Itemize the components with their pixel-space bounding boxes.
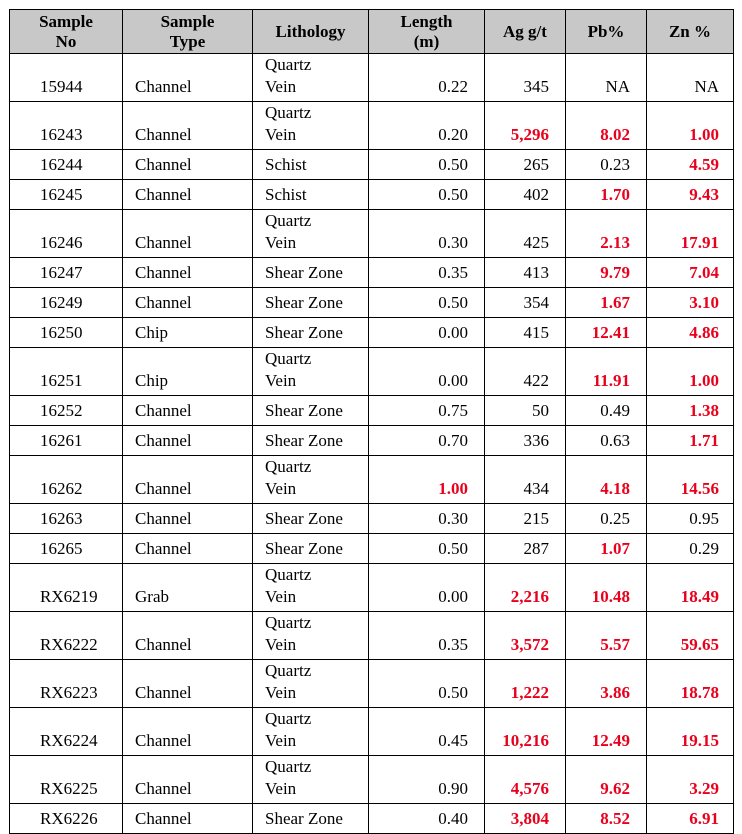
cell-ag: 434 — [485, 456, 566, 504]
cell-sample-type: Channel — [123, 396, 253, 426]
lithology-line: Vein — [265, 233, 297, 252]
cell-lithology — [253, 54, 369, 102]
cell-sample-type: Channel — [123, 804, 253, 834]
cell-sample-type: Channel — [123, 534, 253, 564]
cell-lithology — [253, 210, 369, 258]
cell-zn: 17.91 — [647, 210, 734, 258]
cell-lithology — [253, 612, 369, 660]
cell-zn: 3.29 — [647, 756, 734, 804]
cell-sample-type: Channel — [123, 456, 253, 504]
cell-sample-no: 16246 — [10, 210, 123, 258]
table-row — [10, 348, 734, 396]
cell-sample-no: 16263 — [10, 504, 123, 534]
header-pb: Pb% — [566, 10, 647, 54]
table-row — [10, 660, 734, 708]
cell-sample-type: Grab — [123, 564, 253, 612]
lithology-line: Schist — [265, 155, 307, 174]
cell-length: 0.30 — [369, 210, 485, 258]
cell-lithology — [253, 660, 369, 708]
cell-lithology — [253, 426, 369, 456]
cell-pb: 12.41 — [566, 318, 647, 348]
cell-sample-no: 16265 — [10, 534, 123, 564]
cell-lithology — [253, 348, 369, 396]
header-ag: Ag g/t — [485, 10, 566, 54]
lithology-line: Vein — [265, 635, 297, 654]
table-row — [10, 534, 734, 564]
cell-pb: 1.70 — [566, 180, 647, 210]
cell-pb: 4.18 — [566, 456, 647, 504]
cell-zn: 0.29 — [647, 534, 734, 564]
cell-pb: 8.52 — [566, 804, 647, 834]
cell-ag: 425 — [485, 210, 566, 258]
cell-lithology — [253, 564, 369, 612]
cell-zn: 1.00 — [647, 348, 734, 396]
cell-zn: 1.71 — [647, 426, 734, 456]
cell-sample-type: Channel — [123, 426, 253, 456]
cell-length: 0.45 — [369, 708, 485, 756]
cell-pb: 5.57 — [566, 612, 647, 660]
cell-pb: 12.49 — [566, 708, 647, 756]
cell-length: 1.00 — [369, 456, 485, 504]
cell-length: 0.90 — [369, 756, 485, 804]
cell-zn: 4.59 — [647, 150, 734, 180]
cell-sample-no: RX6223 — [10, 660, 123, 708]
cell-zn: 4.86 — [647, 318, 734, 348]
cell-sample-type: Chip — [123, 348, 253, 396]
cell-length: 0.22 — [369, 54, 485, 102]
lithology-line: Vein — [265, 731, 297, 750]
cell-sample-no: 16262 — [10, 456, 123, 504]
cell-zn: 1.00 — [647, 102, 734, 150]
lithology-line: Shear Zone — [265, 539, 343, 558]
cell-sample-no: 15944 — [10, 54, 123, 102]
cell-length: 0.50 — [369, 288, 485, 318]
table-row — [10, 150, 734, 180]
table-row — [10, 804, 734, 834]
cell-pb: 1.07 — [566, 534, 647, 564]
cell-lithology — [253, 288, 369, 318]
cell-pb: 11.91 — [566, 348, 647, 396]
cell-sample-type: Channel — [123, 180, 253, 210]
table-header-row — [10, 10, 734, 54]
cell-pb: 0.63 — [566, 426, 647, 456]
table-row — [10, 102, 734, 150]
cell-lithology — [253, 102, 369, 150]
cell-length: 0.50 — [369, 150, 485, 180]
cell-ag: 10,216 — [485, 708, 566, 756]
cell-length: 0.75 — [369, 396, 485, 426]
cell-lithology — [253, 180, 369, 210]
cell-zn: 1.38 — [647, 396, 734, 426]
cell-sample-no: 16245 — [10, 180, 123, 210]
cell-lithology — [253, 456, 369, 504]
table-row — [10, 708, 734, 756]
cell-sample-no: 16244 — [10, 150, 123, 180]
cell-length: 0.70 — [369, 426, 485, 456]
lithology-line: Quartz — [265, 211, 312, 230]
cell-ag: 265 — [485, 150, 566, 180]
cell-sample-no: RX6225 — [10, 756, 123, 804]
cell-pb: 3.86 — [566, 660, 647, 708]
cell-sample-no: 16251 — [10, 348, 123, 396]
cell-sample-type: Channel — [123, 102, 253, 150]
cell-length: 0.35 — [369, 258, 485, 288]
cell-sample-type: Channel — [123, 756, 253, 804]
cell-length: 0.30 — [369, 504, 485, 534]
cell-ag: 215 — [485, 504, 566, 534]
cell-ag: 287 — [485, 534, 566, 564]
cell-ag: 3,804 — [485, 804, 566, 834]
cell-lithology — [253, 534, 369, 564]
cell-lithology — [253, 396, 369, 426]
cell-ag: 4,576 — [485, 756, 566, 804]
cell-zn: 14.56 — [647, 456, 734, 504]
cell-zn: 3.10 — [647, 288, 734, 318]
cell-sample-no: RX6224 — [10, 708, 123, 756]
cell-ag: 354 — [485, 288, 566, 318]
cell-sample-type: Channel — [123, 210, 253, 258]
lithology-line: Quartz — [265, 565, 312, 584]
lithology-line: Vein — [265, 77, 297, 96]
header-zn: Zn % — [647, 10, 734, 54]
cell-sample-type: Channel — [123, 612, 253, 660]
table-row — [10, 180, 734, 210]
table-row — [10, 564, 734, 612]
cell-length: 0.20 — [369, 102, 485, 150]
cell-pb: 9.62 — [566, 756, 647, 804]
cell-sample-no: 16249 — [10, 288, 123, 318]
cell-pb: 2.13 — [566, 210, 647, 258]
lithology-line: Shear Zone — [265, 401, 343, 420]
cell-pb: 8.02 — [566, 102, 647, 150]
cell-sample-no: RX6219 — [10, 564, 123, 612]
lithology-line: Quartz — [265, 709, 312, 728]
cell-sample-no: RX6226 — [10, 804, 123, 834]
lithology-line: Vein — [265, 587, 297, 606]
cell-zn: 0.95 — [647, 504, 734, 534]
table-row — [10, 456, 734, 504]
cell-sample-no: 16250 — [10, 318, 123, 348]
table-body — [10, 54, 734, 834]
cell-sample-no: 16243 — [10, 102, 123, 150]
cell-sample-type: Channel — [123, 708, 253, 756]
lithology-line: Quartz — [265, 349, 312, 368]
cell-sample-no: 16247 — [10, 258, 123, 288]
table-row — [10, 258, 734, 288]
cell-ag: 2,216 — [485, 564, 566, 612]
lithology-line: Quartz — [265, 661, 312, 680]
cell-ag: 415 — [485, 318, 566, 348]
cell-length: 0.00 — [369, 318, 485, 348]
cell-ag: 3,572 — [485, 612, 566, 660]
cell-length: 0.50 — [369, 660, 485, 708]
table-row — [10, 318, 734, 348]
cell-pb: 0.49 — [566, 396, 647, 426]
cell-zn: NA — [647, 54, 734, 102]
lithology-line: Vein — [265, 683, 297, 702]
table-row — [10, 756, 734, 804]
cell-ag: 5,296 — [485, 102, 566, 150]
cell-pb: 1.67 — [566, 288, 647, 318]
cell-ag: 413 — [485, 258, 566, 288]
cell-ag: 50 — [485, 396, 566, 426]
table-row — [10, 612, 734, 660]
header-lithology: Lithology — [253, 10, 369, 54]
table-row — [10, 396, 734, 426]
cell-pb: 0.23 — [566, 150, 647, 180]
cell-length: 0.50 — [369, 534, 485, 564]
cell-lithology — [253, 258, 369, 288]
cell-zn: 19.15 — [647, 708, 734, 756]
cell-length: 0.00 — [369, 348, 485, 396]
cell-sample-type: Chip — [123, 318, 253, 348]
cell-pb: 0.25 — [566, 504, 647, 534]
cell-zn: 18.49 — [647, 564, 734, 612]
lithology-line: Shear Zone — [265, 431, 343, 450]
cell-sample-no: 16261 — [10, 426, 123, 456]
cell-sample-no: RX6222 — [10, 612, 123, 660]
table-row — [10, 288, 734, 318]
cell-zn: 9.43 — [647, 180, 734, 210]
lithology-line: Shear Zone — [265, 809, 343, 828]
cell-sample-type: Channel — [123, 660, 253, 708]
lithology-line: Quartz — [265, 55, 312, 74]
cell-length: 0.50 — [369, 180, 485, 210]
cell-lithology — [253, 318, 369, 348]
cell-sample-type: Channel — [123, 54, 253, 102]
cell-zn: 7.04 — [647, 258, 734, 288]
assay-table-container — [9, 9, 734, 834]
lithology-line: Schist — [265, 185, 307, 204]
cell-ag: 336 — [485, 426, 566, 456]
table-row — [10, 54, 734, 102]
cell-length: 0.40 — [369, 804, 485, 834]
lithology-line: Shear Zone — [265, 323, 343, 342]
cell-sample-type: Channel — [123, 504, 253, 534]
lithology-line: Vein — [265, 479, 297, 498]
cell-sample-type: Channel — [123, 288, 253, 318]
table-row — [10, 426, 734, 456]
lithology-line: Quartz — [265, 103, 312, 122]
cell-ag: 345 — [485, 54, 566, 102]
cell-sample-no: 16252 — [10, 396, 123, 426]
cell-pb: NA — [566, 54, 647, 102]
cell-sample-type: Channel — [123, 258, 253, 288]
cell-length: 0.35 — [369, 612, 485, 660]
assay-results-table — [9, 9, 734, 834]
header-length: Length (m) — [369, 10, 485, 54]
cell-ag: 1,222 — [485, 660, 566, 708]
cell-sample-type: Channel — [123, 150, 253, 180]
cell-zn: 59.65 — [647, 612, 734, 660]
lithology-line: Shear Zone — [265, 263, 343, 282]
cell-lithology — [253, 504, 369, 534]
cell-lithology — [253, 150, 369, 180]
cell-pb: 10.48 — [566, 564, 647, 612]
lithology-line: Shear Zone — [265, 293, 343, 312]
cell-zn: 18.78 — [647, 660, 734, 708]
lithology-line: Vein — [265, 125, 297, 144]
cell-length: 0.00 — [369, 564, 485, 612]
cell-lithology — [253, 804, 369, 834]
lithology-line: Vein — [265, 371, 297, 390]
cell-lithology — [253, 708, 369, 756]
lithology-line: Shear Zone — [265, 509, 343, 528]
cell-pb: 9.79 — [566, 258, 647, 288]
lithology-line: Quartz — [265, 613, 312, 632]
cell-lithology — [253, 756, 369, 804]
header-sample-no: Sample No — [10, 10, 123, 54]
table-row — [10, 504, 734, 534]
cell-ag: 422 — [485, 348, 566, 396]
lithology-line: Quartz — [265, 457, 312, 476]
lithology-line: Quartz — [265, 757, 312, 776]
cell-ag: 402 — [485, 180, 566, 210]
lithology-line: Vein — [265, 779, 297, 798]
cell-zn: 6.91 — [647, 804, 734, 834]
table-row — [10, 210, 734, 258]
header-sample-type: Sample Type — [123, 10, 253, 54]
